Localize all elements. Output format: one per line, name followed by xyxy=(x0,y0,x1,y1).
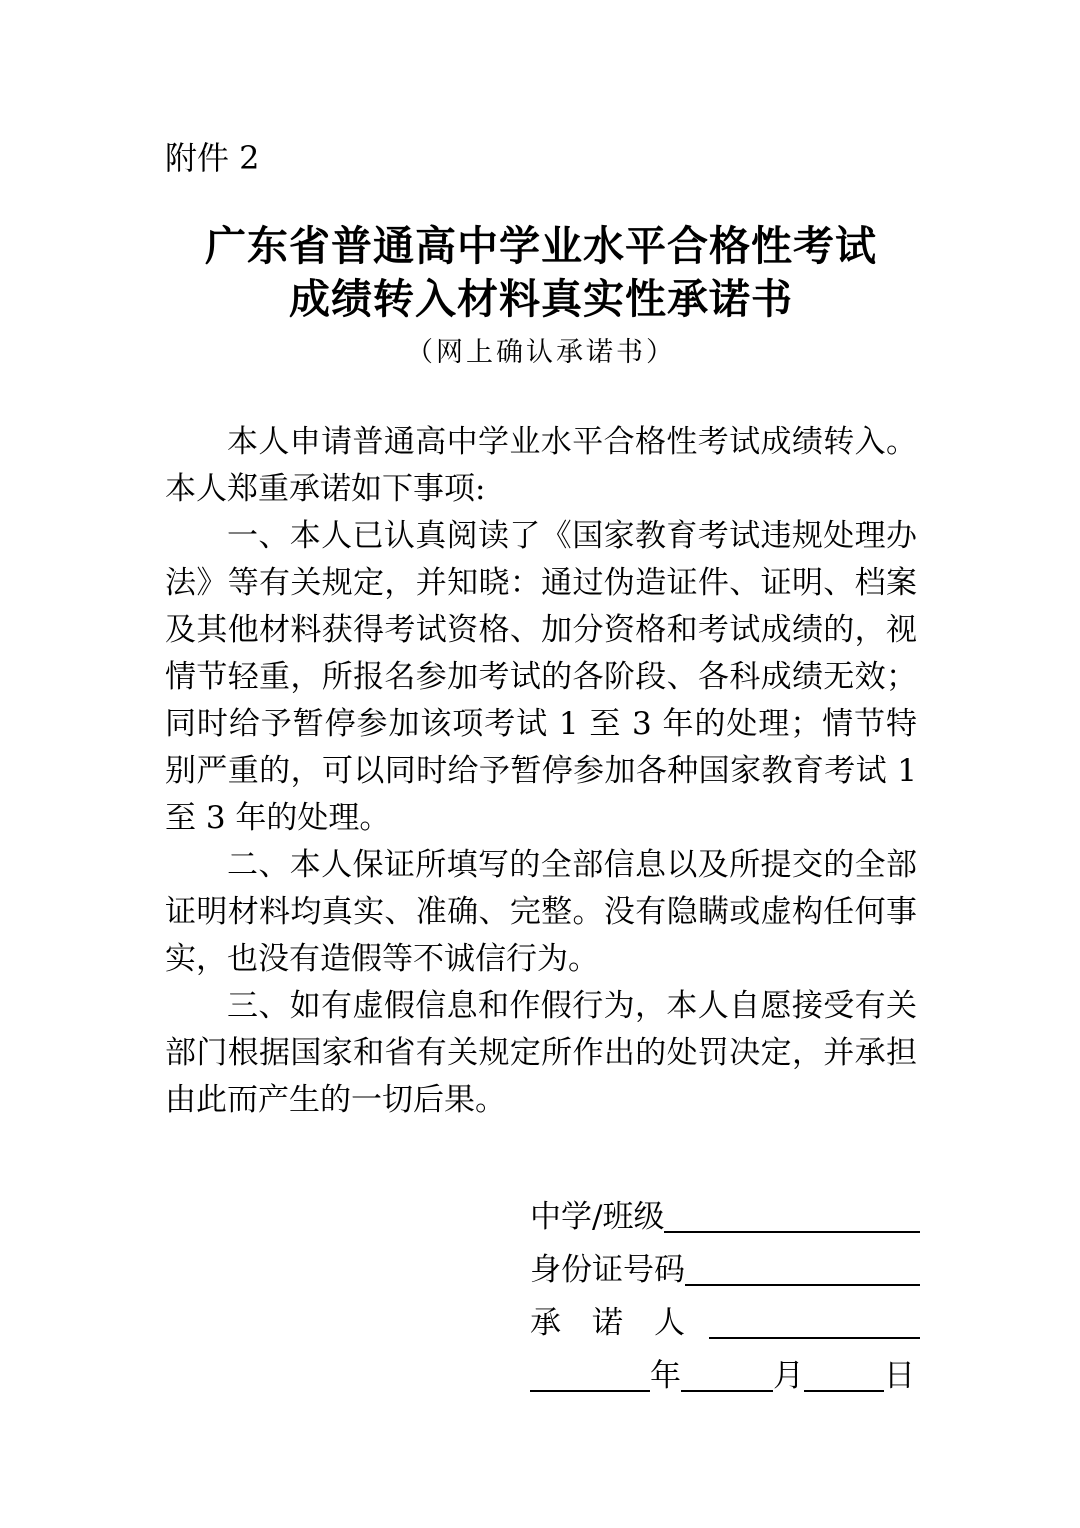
year-blank-line xyxy=(530,1390,650,1392)
signature-row-promiser xyxy=(530,1290,920,1343)
paragraph-item-2: 二、本人保证所填写的全部信息以及所提交的全部证明材料均真实、准确、完整。没有隐瞒或虚构任何事实，也没有造假等不诚信行为。 xyxy=(165,847,917,977)
paragraph-item-1: 一、本人已认真阅读了《国家教育考试违规处理办法》等有关规定，并知晓：通过伪造证件、证明、档案及其他材料获得考试资格、加分资格和考试成绩的，视情节轻重，所报名参加考试的各阶段、各科成绩无效；同时给予暂停参加该项考试 1 至 3 年的处理；情节特别严重的，可以同时给予暂停参加各种国家教育考试 1 至 3 年的处理。 xyxy=(165,518,917,836)
document-title xyxy=(165,220,917,326)
id-number-label: 身份证号码 xyxy=(530,1252,685,1288)
id-number-blank-line xyxy=(685,1284,920,1286)
signature-block xyxy=(530,1184,920,1396)
year-label: 年 xyxy=(650,1358,681,1394)
document-body xyxy=(165,419,917,1118)
title-line-1: 广东省普通高中学业水平合格性考试 xyxy=(205,222,877,270)
school-class-blank-line xyxy=(664,1231,920,1233)
day-label: 日 xyxy=(884,1358,915,1394)
signature-row-id-number xyxy=(530,1237,920,1290)
school-class-label: 中学/班级 xyxy=(530,1199,665,1235)
month-label: 月 xyxy=(773,1358,804,1394)
paragraph-intro: 本人申请普通高中学业水平合格性考试成绩转入。本人郑重承诺如下事项: xyxy=(165,424,917,507)
signature-row-school-class xyxy=(530,1184,920,1237)
attachment-label: 附件 2 xyxy=(165,139,260,177)
document-subtitle: （网上确认承诺书） xyxy=(406,337,676,368)
title-line-2: 成绩转入材料真实性承诺书 xyxy=(289,275,793,323)
paragraph-item-3: 三、如有虚假信息和作假行为，本人自愿接受有关部门根据国家和省有关规定所作出的处罚决定，并承担由此而产生的一切后果。 xyxy=(165,988,917,1118)
day-blank-line xyxy=(804,1390,884,1392)
signature-row-date xyxy=(530,1343,920,1396)
promiser-blank-line xyxy=(709,1337,920,1339)
month-blank-line xyxy=(681,1390,773,1392)
promiser-label: 承 诺 人 xyxy=(530,1305,695,1341)
